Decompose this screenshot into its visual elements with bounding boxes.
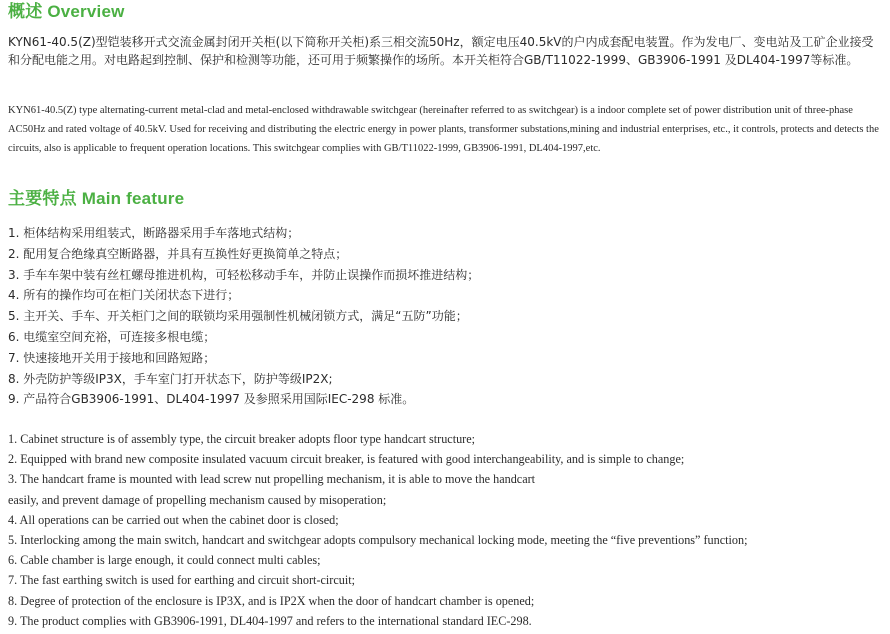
overview-paragraph-cn: KYN61-40.5(Z)型铠装移开式交流金属封闭开关柜(以下简称开关柜)系三相交流50Hz，额定电压40.5kV的户内成套配电装置。作为发电厂、变电站及工矿企业接受和分配电能之用。对电路起到控制、保护和检测等功能，还可用于频繁操作的场所。本开关柜符合GB/T11022-1999、GB3906-1991 及DL404-1997等标准。 — [8, 35, 874, 67]
feature-item-en-1: 1. Cabinet structure is of assembly type, the circuit breaker adopts floor type handcart structure; — [8, 432, 476, 446]
feature-item-cn-9: 9. 产品符合GB3906-1991、DL404-1997 及参照采用国际IEC-298 标准。 — [8, 392, 415, 407]
feature-item-en-6: 6. Cable chamber is large enough, it could connect multi cables; — [8, 553, 321, 568]
feature-item-cn-3: 3. 手车车架中装有丝杠螺母推进机构，可轻松移动手车，并防止误操作而损坏推进结构； — [8, 267, 480, 282]
feature-item-en-8: 8. Degree of protection of the enclosure is IP3X, and is IP2X when the door of handcart chamber is opened; — [8, 593, 535, 608]
feature-item-cn-6: 6. 电缆室空间充裕，可连接多根电缆； — [8, 329, 216, 344]
feature-item-en-3: 3. The handcart frame is mounted with lead screw nut propelling mechanism, it is able to move the handcart — [8, 472, 536, 487]
feature-list-cn — [8, 223, 886, 410]
feature-item-en-5: 5. Interlocking among the main switch, handcart and switchgear adopts compulsory mechanical locking mode, meeting the “five preventions” function; — [8, 533, 748, 548]
overview-paragraph-en: KYN61-40.5(Z) type alternating-current metal-clad and metal-enclosed withdrawable switchgear (hereinafter referred to as switchgear) is a indoor complete set of power distribution unit of three-phase AC50Hz and rated voltage of 40.5kV. Used for receiving and distributing the electric energy in power plants, transformer substations,mining and industrial enterprises, etc., it controls, protects and detects the circuits, also is applicable to frequent operation locations. This switchgear complies with GB/T11022-1999, GB3906-1991, DL404-1997,etc. — [8, 105, 879, 154]
feature-item-en-3-cont: easily, and prevent damage of propelling mechanism caused by misoperation; — [8, 492, 387, 507]
feature-item-cn-7: 7. 快速接地开关用于接地和回路短路； — [8, 350, 216, 365]
feature-item-en-2: 2. Equipped with brand new composite insulated vacuum circuit breaker, is featured with good interchangeability, and is simple to change; — [8, 452, 685, 467]
feature-item-cn-8: 8. 外壳防护等级IP3X，手车室门打开状态下，防护等级IP2X; — [8, 371, 333, 386]
feature-item-en-9: 9. The product complies with GB3906-1991, DL404-1997 and refers to the international standard IEC-298. — [8, 613, 532, 628]
feature-item-cn-5: 5. 主开关、手车、开关柜门之间的联锁均采用强制性机械闭锁方式，满足“五防”功能； — [8, 309, 468, 324]
feature-item-en-7: 7. The fast earthing switch is used for earthing and circuit short-circuit; — [8, 573, 356, 588]
feature-item-cn-1: 1. 柜体结构采用组装式，断路器采用手车落地式结构； — [8, 226, 300, 240]
overview-heading: 概述 Overview — [8, 2, 125, 21]
feature-item-en-4: 4. All operations can be carried out when the cabinet door is closed; — [8, 512, 339, 527]
main-feature-heading: 主要特点 Main feature — [8, 189, 185, 208]
feature-item-cn-4: 4. 所有的操作均可在柜门关闭状态下进行； — [8, 288, 240, 303]
feature-item-cn-2: 2. 配用复合绝缘真空断路器，并具有互换性好更换简单之特点； — [8, 246, 348, 261]
feature-list-en — [8, 429, 886, 631]
